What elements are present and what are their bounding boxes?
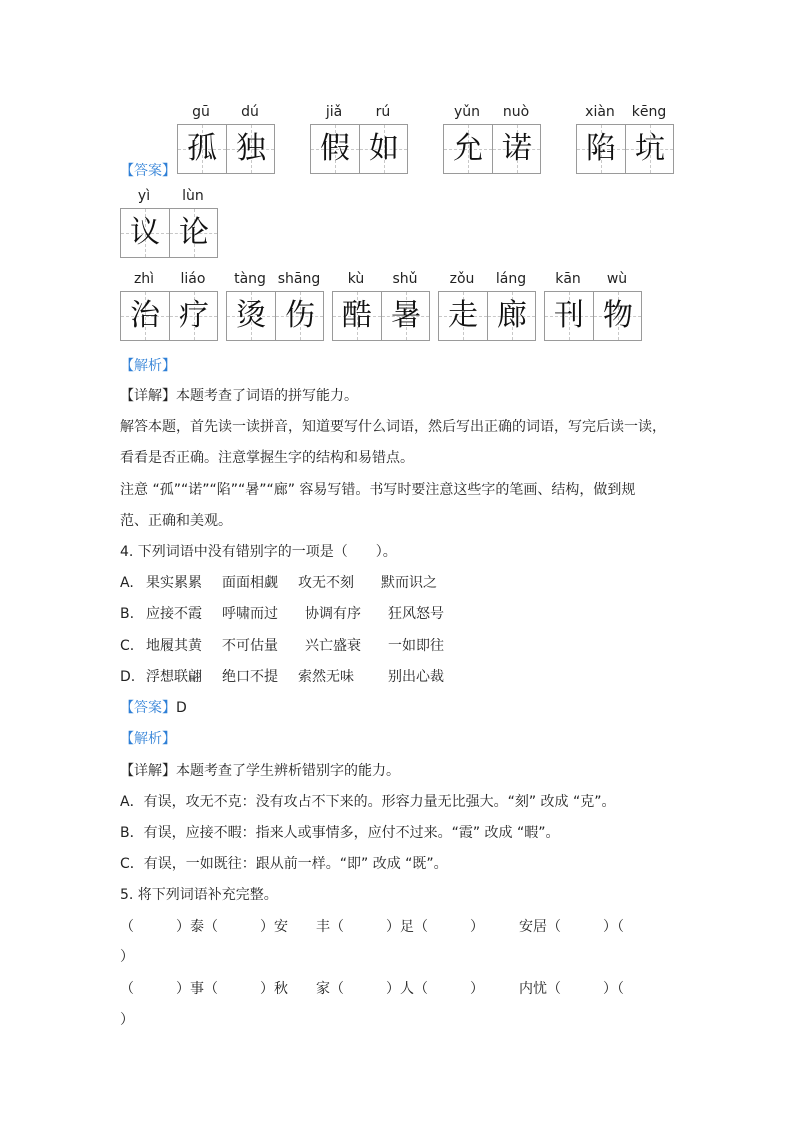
detail-label: 【详解】: [120, 763, 176, 779]
pinyin-text: nuò: [502, 104, 530, 120]
question-4-stem: 4. 下列词语中没有错别字的一项是（ ）。: [120, 544, 397, 560]
fill-row-1: （ ）泰（ ）安 丰（ ）足（ ） 安居（ ）（: [120, 919, 624, 935]
fill-row-2: （ ）事（ ）秋 家（ ）人（ ） 内忧（ ）（: [120, 981, 624, 997]
word-char: 孤: [187, 131, 217, 166]
option-d: D. 浮想联翩 绝口不提 索然无味 别出心裁: [120, 669, 444, 685]
word-char: 廊: [497, 298, 527, 333]
pinyin-text: kēng: [631, 104, 667, 120]
option-c: C. 地履其黄 不可估量 兴亡盛衰 一如即往: [120, 638, 444, 654]
detail-label: 【详解】: [120, 388, 176, 404]
answer-value: D: [176, 700, 187, 716]
option-a: A. 果实累累 面面相觑 攻无不刻 默而识之: [120, 575, 437, 591]
word-char: 坑: [635, 131, 665, 166]
word-char: 刊: [554, 298, 584, 333]
pinyin-text: zhì: [133, 271, 155, 287]
pinyin-text: zǒu: [449, 271, 475, 287]
pinyin-text: rú: [375, 104, 391, 120]
answer-line: [120, 697, 187, 717]
explanation-b: B．有误，应接不暇：指来人或事情多，应付不过来。“霞” 改成 “暇”。: [120, 825, 560, 841]
pinyin-text: gū: [192, 104, 210, 120]
word-char: 允: [453, 131, 483, 166]
word-char: 疗: [179, 298, 209, 333]
word-char: 治: [130, 298, 160, 333]
pinyin-text: lùn: [182, 188, 204, 204]
pinyin-text: kù: [347, 271, 365, 287]
explanation-c: C．有误，一如既往：跟从前一样。“即” 改成 “既”。: [120, 856, 448, 872]
word-char: 酷: [342, 298, 372, 333]
pinyin-text: shǔ: [392, 271, 418, 287]
word-char: 如: [369, 131, 399, 166]
fill-row-2-tail: ）: [120, 1012, 134, 1028]
word-char: 假: [320, 131, 350, 166]
pinyin-text: yǔn: [453, 104, 481, 120]
word-char: 烫: [236, 298, 266, 333]
analysis-label: 【解析】: [120, 731, 176, 747]
explanation-text: 注意 “孤”“诺”“陷”“暑”“廊” 容易写错。书写时要注意这些字的笔画、结构，做到规: [120, 482, 636, 498]
explanation-text: 范、正确和美观。: [120, 513, 232, 529]
pinyin-text: liáo: [180, 271, 206, 287]
detail-line: [120, 760, 400, 780]
pinyin-text: shāng: [277, 271, 321, 287]
word-char: 伤: [285, 298, 315, 333]
analysis-label: 【解析】: [120, 358, 176, 374]
pinyin-text: dú: [241, 104, 259, 120]
explanation-text: 解答本题，首先读一读拼音，知道要写什么词语，然后写出正确的词语，写完后读一读，: [120, 419, 666, 435]
word-char: 议: [130, 215, 160, 250]
explanation-a: A．有误，攻无不克：没有攻占不下来的。形容力量无比强大。“刻” 改成 “克”。: [120, 794, 616, 810]
pinyin-text: kān: [555, 271, 581, 287]
detail-line: [120, 385, 358, 405]
word-char: 论: [179, 215, 209, 250]
pinyin-text: láng: [495, 271, 527, 287]
option-b: B. 应接不霞 呼啸而过 协调有序 狂风怒号: [120, 606, 444, 622]
answer-label: 【答案】: [120, 163, 176, 179]
fill-row-1-tail: ）: [120, 949, 134, 965]
word-char: 物: [603, 298, 633, 333]
word-char: 诺: [502, 131, 532, 166]
answer-label: 【答案】: [120, 700, 176, 716]
word-char: 暑: [391, 298, 421, 333]
word-char: 陷: [586, 131, 616, 166]
explanation-text: 看看是否正确。注意掌握生字的结构和易错点。: [120, 450, 414, 466]
pinyin-text: wù: [606, 271, 628, 287]
word-char: 独: [236, 131, 266, 166]
pinyin-text: tàng: [234, 271, 266, 287]
pinyin-text: jiǎ: [325, 104, 343, 120]
pinyin-text: xiàn: [585, 104, 615, 120]
pinyin-text: yì: [137, 188, 151, 204]
question-5-stem: 5. 将下列词语补充完整。: [120, 887, 278, 903]
word-char: 走: [448, 298, 478, 333]
detail-text: 本题考查了词语的拼写能力。: [176, 388, 358, 404]
detail-text: 本题考查了学生辨析错别字的能力。: [176, 763, 400, 779]
